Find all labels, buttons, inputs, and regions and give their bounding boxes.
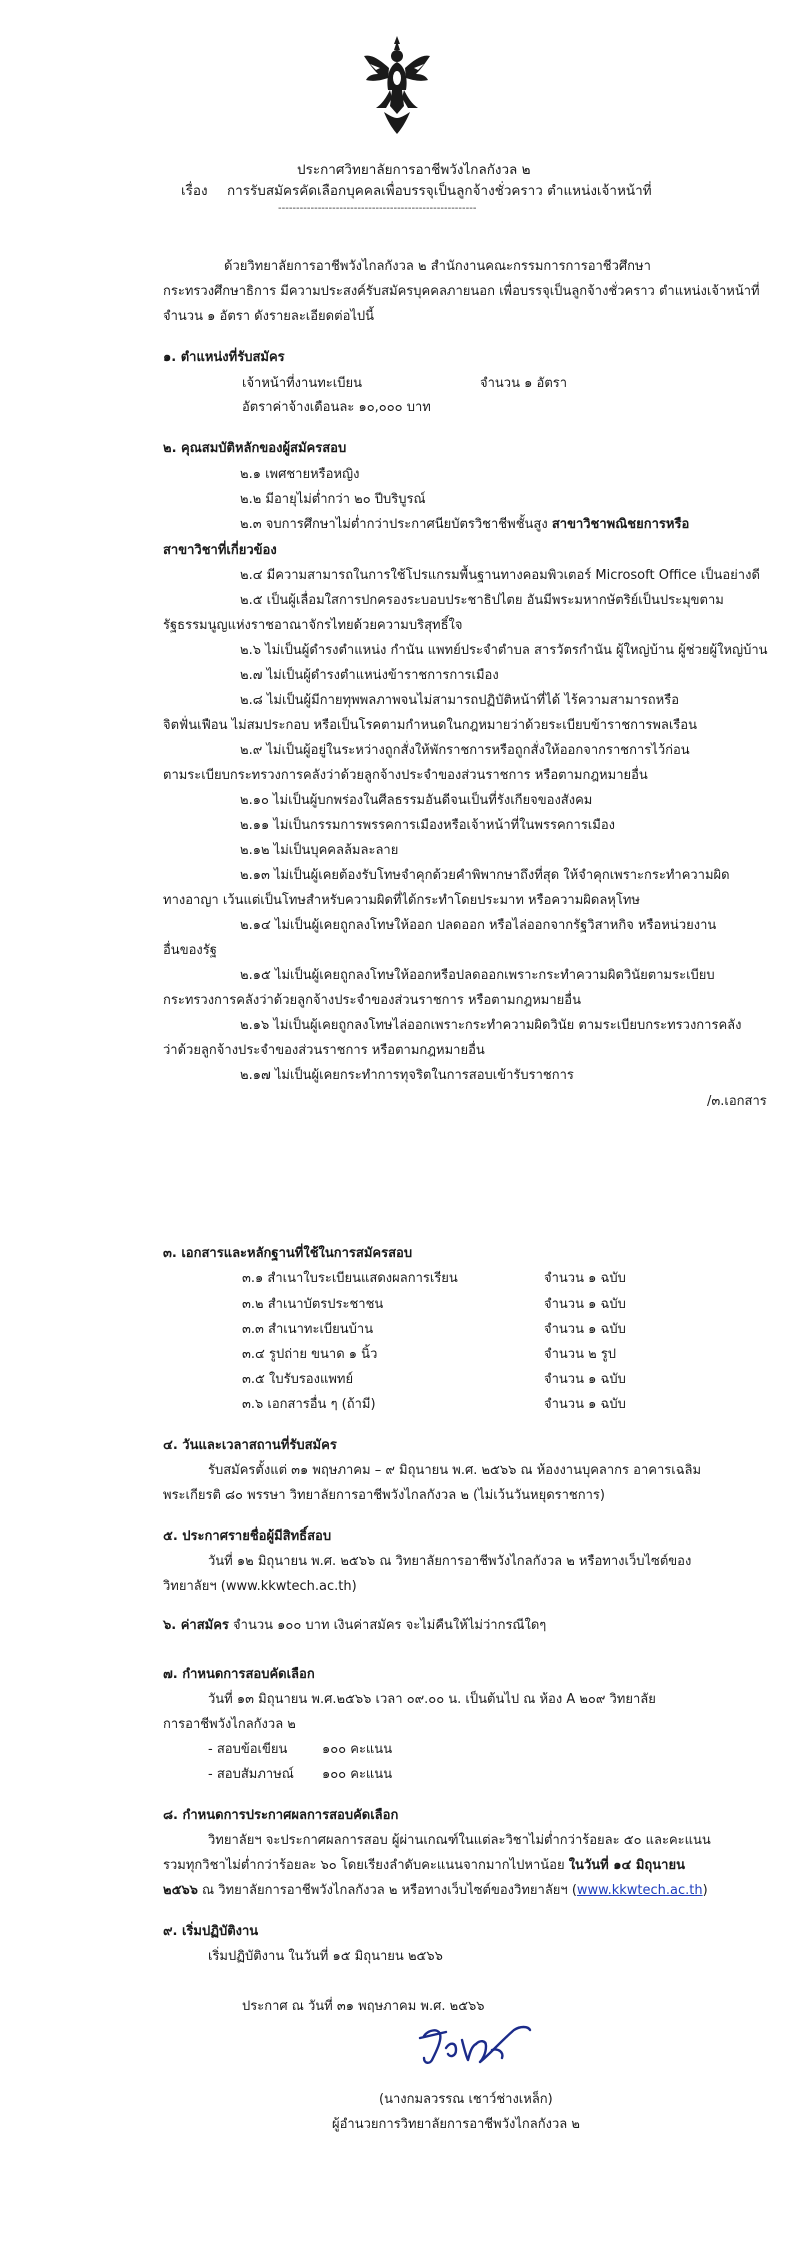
subject-text: การรับสมัครคัดเลือกบุคคลเพื่อบรรจุเป็นลูกจ้างชั่วคราว ตำแหน่งเจ้าหน้าที่: [227, 183, 652, 199]
section8-result-year: ๒๕๖๖: [163, 1883, 198, 1898]
section4-line-2: พระเกียรติ ๘๐ พรรษา วิทยาลัยการอาชีพวังไกลกังวล ๒ (ไม่เว้นวันหยุดราชการ): [163, 1488, 605, 1503]
section5-line-2: วิทยาลัยฯ (www.kkwtech.ac.th): [163, 1579, 357, 1594]
qualification-2-1: ๒.๑ เพศชายหรือหญิง: [240, 467, 360, 482]
intro-line-3: จำนวน ๑ อัตรา ดังรายละเอียดต่อไปนี้: [163, 309, 375, 324]
qualification-2-3: [240, 513, 689, 534]
exam-interview: - สอบสัมภาษณ์: [208, 1767, 294, 1782]
section1-quantity: จำนวน ๑ อัตรา: [480, 376, 568, 391]
qualification-2-13: ๒.๑๓ ไม่เป็นผู้เคยต้องรับโทษจำคุกด้วยคำพิพากษาถึงที่สุด ให้จำคุกเพราะกระทำความผิด: [240, 868, 730, 883]
qualification-2-7: ๒.๗ ไม่เป็นผู้ดำรงตำแหน่งข้าราชการการเมือง: [240, 668, 499, 683]
qualification-2-6: ๒.๖ ไม่เป็นผู้ดำรงตำแหน่ง กำนัน แพทย์ประจำตำบล สารวัตรกำนัน ผู้ใหญ่บ้าน ผู้ช่วยผู้ใหญ่บ้าน: [240, 643, 768, 658]
qualification-2-12: ๒.๑๒ ไม่เป็นบุคคลล้มละลาย: [240, 843, 399, 858]
section8-line-3: [163, 1879, 708, 1900]
section8-line-1: วิทยาลัยฯ จะประกาศผลการสอบ ผู้ผ่านเกณฑ์ในแต่ละวิชาไม่ต่ำกว่าร้อยละ ๕๐ และคะแนน: [208, 1833, 711, 1848]
document-3-1: ๓.๑ สำเนาใบระเบียนแสดงผลการเรียน: [242, 1271, 458, 1286]
document-3-4: ๓.๔ รูปถ่าย ขนาด ๑ นิ้ว: [242, 1347, 378, 1362]
qualification-2-14: ๒.๑๔ ไม่เป็นผู้เคยถูกลงโทษให้ออก ปลดออก หรือไล่ออกจากรัฐวิสาหกิจ หรือหน่วยงาน: [240, 918, 717, 933]
qualification-2-11: ๒.๑๑ ไม่เป็นกรรมการพรรคการเมืองหรือเจ้าหน้าที่ในพรรคการเมือง: [240, 818, 615, 833]
document-3-2-qty: จำนวน ๑ ฉบับ: [544, 1297, 626, 1312]
document-3-1-qty: จำนวน ๑ ฉบับ: [544, 1271, 626, 1286]
garuda-emblem: [362, 34, 432, 138]
header-divider: -------------------------------------------------------: [278, 203, 477, 214]
qualification-2-16: ๒.๑๖ ไม่เป็นผู้เคยถูกลงโทษไล่ออกเพราะกระทำความผิดวินัย ตามระเบียบกระทรวงการคลัง: [240, 1018, 742, 1033]
signer-position: ผู้อำนวยการวิทยาลัยการอาชีพวังไกลกังวล ๒: [332, 2117, 580, 2132]
document-3-2: ๓.๒ สำเนาบัตรประชาชน: [242, 1297, 384, 1312]
qualification-2-5-cont: รัฐธรรมนูญแห่งราชอาณาจักรไทยด้วยความบริสุทธิ์ใจ: [163, 618, 463, 633]
section4-title: ๔. วันและเวลาสถานที่รับสมัคร: [163, 1438, 337, 1453]
qualification-2-9: ๒.๙ ไม่เป็นผู้อยู่ในระหว่างถูกสั่งให้พักราชการหรือถูกสั่งให้ออกจากราชการไว้ก่อน: [240, 743, 690, 758]
document-3-5-qty: จำนวน ๑ ฉบับ: [544, 1372, 626, 1387]
announcement-date: ประกาศ ณ วันที่ ๓๑ พฤษภาคม พ.ศ. ๒๕๖๖: [242, 1999, 485, 2014]
intro-line-1: ด้วยวิทยาลัยการอาชีพวังไกลกังวล ๒ สำนักงานคณะกรรมการการอาชีวศึกษา: [224, 259, 651, 274]
document-3-3: ๓.๓ สำเนาทะเบียนบ้าน: [242, 1322, 374, 1337]
qualification-2-10: ๒.๑๐ ไม่เป็นผู้บกพร่องในศีลธรรมอันดีจนเป็นที่รังเกียจของสังคม: [240, 793, 593, 808]
qualification-2-15: ๒.๑๕ ไม่เป็นผู้เคยถูกลงโทษให้ออกหรือปลดออกเพราะกระทำความผิดวินัยตามระเบียบ: [240, 968, 715, 983]
section8-result-date: ในวันที่ ๑๔ มิถุนายน: [568, 1858, 685, 1873]
section2-title: ๒. คุณสมบัติหลักของผู้สมัครสอบ: [163, 441, 347, 456]
qualification-2-14-cont: อื่นของรัฐ: [163, 943, 217, 958]
section7-line-1: วันที่ ๑๓ มิถุนายน พ.ศ.๒๕๖๖ เวลา ๐๙.๐๐ น. เป็นต้นไป ณ ห้อง A ๒๐๙ วิทยาลัย: [208, 1692, 656, 1707]
qualification-2-13-cont: ทางอาญา เว้นแต่เป็นโทษสำหรับความผิดที่ได้กระทำโดยประมาท หรือความผิดลหุโทษ: [163, 893, 640, 908]
website-link[interactable]: www.kkwtech.ac.th: [576, 1883, 703, 1898]
exam-written-score: ๑๐๐ คะแนน: [322, 1742, 393, 1757]
section1-title: ๑. ตำแหน่งที่รับสมัคร: [163, 350, 285, 365]
section6-text: จำนวน ๑๐๐ บาท เงินค่าสมัคร จะไม่คืนให้ไม่ว่ากรณีใดๆ: [228, 1618, 547, 1633]
signature: [410, 2018, 540, 2074]
subject-label: เรื่อง: [181, 183, 208, 199]
section1-salary: อัตราค่าจ้างเดือนละ ๑๐,๐๐๐ บาท: [242, 400, 431, 415]
section8-line-2: [163, 1854, 685, 1875]
qualification-2-17: ๒.๑๗ ไม่เป็นผู้เคยกระทำการทุจริตในการสอบเข้ารับราชการ: [240, 1068, 574, 1083]
section8-title: ๘. กำหนดการประกาศผลการสอบคัดเลือก: [163, 1808, 399, 1823]
qualification-2-3-major: สาขาวิชาพณิชยการหรือ: [551, 517, 690, 532]
section5-title: ๕. ประกาศรายชื่อผู้มีสิทธิ์สอบ: [163, 1529, 332, 1544]
document-3-6-qty: จำนวน ๑ ฉบับ: [544, 1397, 626, 1412]
section8-line-3-text: ณ วิทยาลัยการอาชีพวังไกลกังวล ๒ หรือทางเว็บไซต์ของวิทยาลัยฯ (: [197, 1883, 577, 1898]
document-3-3-qty: จำนวน ๑ ฉบับ: [544, 1322, 626, 1337]
section9-title: ๙. เริ่มปฏิบัติงาน: [163, 1924, 259, 1939]
qualification-2-8: ๒.๘ ไม่เป็นผู้มีกายทุพพลภาพจนไม่สามารถปฏิบัติหน้าที่ได้ ไร้ความสามารถหรือ: [240, 693, 680, 708]
section1-position: เจ้าหน้าที่งานทะเบียน: [242, 376, 362, 391]
qualification-2-3-cont: สาขาวิชาที่เกี่ยวข้อง: [163, 543, 277, 558]
document-3-6: ๓.๖ เอกสารอื่น ๆ (ถ้ามี): [242, 1397, 376, 1412]
qualification-2-8-cont: จิตฟั่นเฟือน ไม่สมประกอบ หรือเป็นโรคตามกำหนดในกฎหมายว่าด้วยระเบียบข้าราชการพลเรือน: [163, 718, 697, 733]
section3-title: ๓. เอกสารและหลักฐานที่ใช้ในการสมัครสอบ: [163, 1246, 413, 1261]
qualification-2-3-text: ๒.๓ จบการศึกษาไม่ต่ำกว่าประกาศนียบัตรวิชาชีพชั้นสูง: [240, 517, 552, 532]
section9-text: เริ่มปฏิบัติงาน ในวันที่ ๑๕ มิถุนายน ๒๕๖๖: [208, 1949, 443, 1964]
page-continue-marker: /๓.เอกสาร: [707, 1094, 767, 1109]
section7-line-2: การอาชีพวังไกลกังวล ๒: [163, 1717, 296, 1732]
section8-line-3-end: ): [702, 1883, 708, 1898]
intro-line-2: กระทรวงศึกษาธิการ มีความประสงค์รับสมัครบุคคลภายนอก เพื่อบรรจุเป็นลูกจ้างชั่วคราว ตำแหน่งเจ้าหน้าที่: [163, 284, 760, 299]
document-3-5: ๓.๕ ใบรับรองแพทย์: [242, 1372, 354, 1387]
section4-line-1: รับสมัครตั้งแต่ ๓๑ พฤษภาคม – ๙ มิถุนายน พ.ศ. ๒๕๖๖ ณ ห้องงานบุคลากร อาคารเฉลิม: [208, 1463, 702, 1478]
section6: [163, 1614, 546, 1635]
section5-line-1: วันที่ ๑๒ มิถุนายน พ.ศ. ๒๕๖๖ ณ วิทยาลัยการอาชีพวังไกลกังวล ๒ หรือทางเว็บไซต์ของ: [208, 1554, 692, 1569]
qualification-2-2: ๒.๒ มีอายุไม่ต่ำกว่า ๒๐ ปีบริบูรณ์: [240, 492, 426, 507]
section7-title: ๗. กำหนดการสอบคัดเลือก: [163, 1667, 315, 1682]
signer-name: (นางกมลวรรณ เชาว์ช่างเหล็ก): [379, 2092, 553, 2107]
qualification-2-5: ๒.๕ เป็นผู้เลื่อมใสการปกครองระบอบประชาธิปไตย อันมีพระมหากษัตริย์เป็นประมุขตาม: [240, 593, 724, 608]
document-3-4-qty: จำนวน ๒ รูป: [544, 1347, 617, 1362]
qualification-2-15-cont: กระทรวงการคลังว่าด้วยลูกจ้างประจำของส่วนราชการ หรือตามกฎหมายอื่น: [163, 993, 581, 1008]
exam-written: - สอบข้อเขียน: [208, 1742, 288, 1757]
qualification-2-9-cont: ตามระเบียบกระทรวงการคลังว่าด้วยลูกจ้างประจำของส่วนราชการ หรือตามกฎหมายอื่น: [163, 768, 648, 783]
section6-title: ๖. ค่าสมัคร: [163, 1618, 229, 1633]
qualification-2-4: ๒.๔ มีความสามารถในการใช้โปรแกรมพื้นฐานทางคอมพิวเตอร์ Microsoft Office เป็นอย่างดี: [240, 568, 760, 583]
qualification-2-16-cont: ว่าด้วยลูกจ้างประจำของส่วนราชการ หรือตามกฎหมายอื่น: [163, 1043, 485, 1058]
section8-line-2-text: รวมทุกวิชาไม่ต่ำกว่าร้อยละ ๖๐ โดยเรียงลำดับคะแนนจากมากไปหาน้อย: [163, 1858, 569, 1873]
document-title: ประกาศวิทยาลัยการอาชีพวังไกลกังวล ๒: [297, 162, 531, 178]
exam-interview-score: ๑๐๐ คะแนน: [322, 1767, 393, 1782]
